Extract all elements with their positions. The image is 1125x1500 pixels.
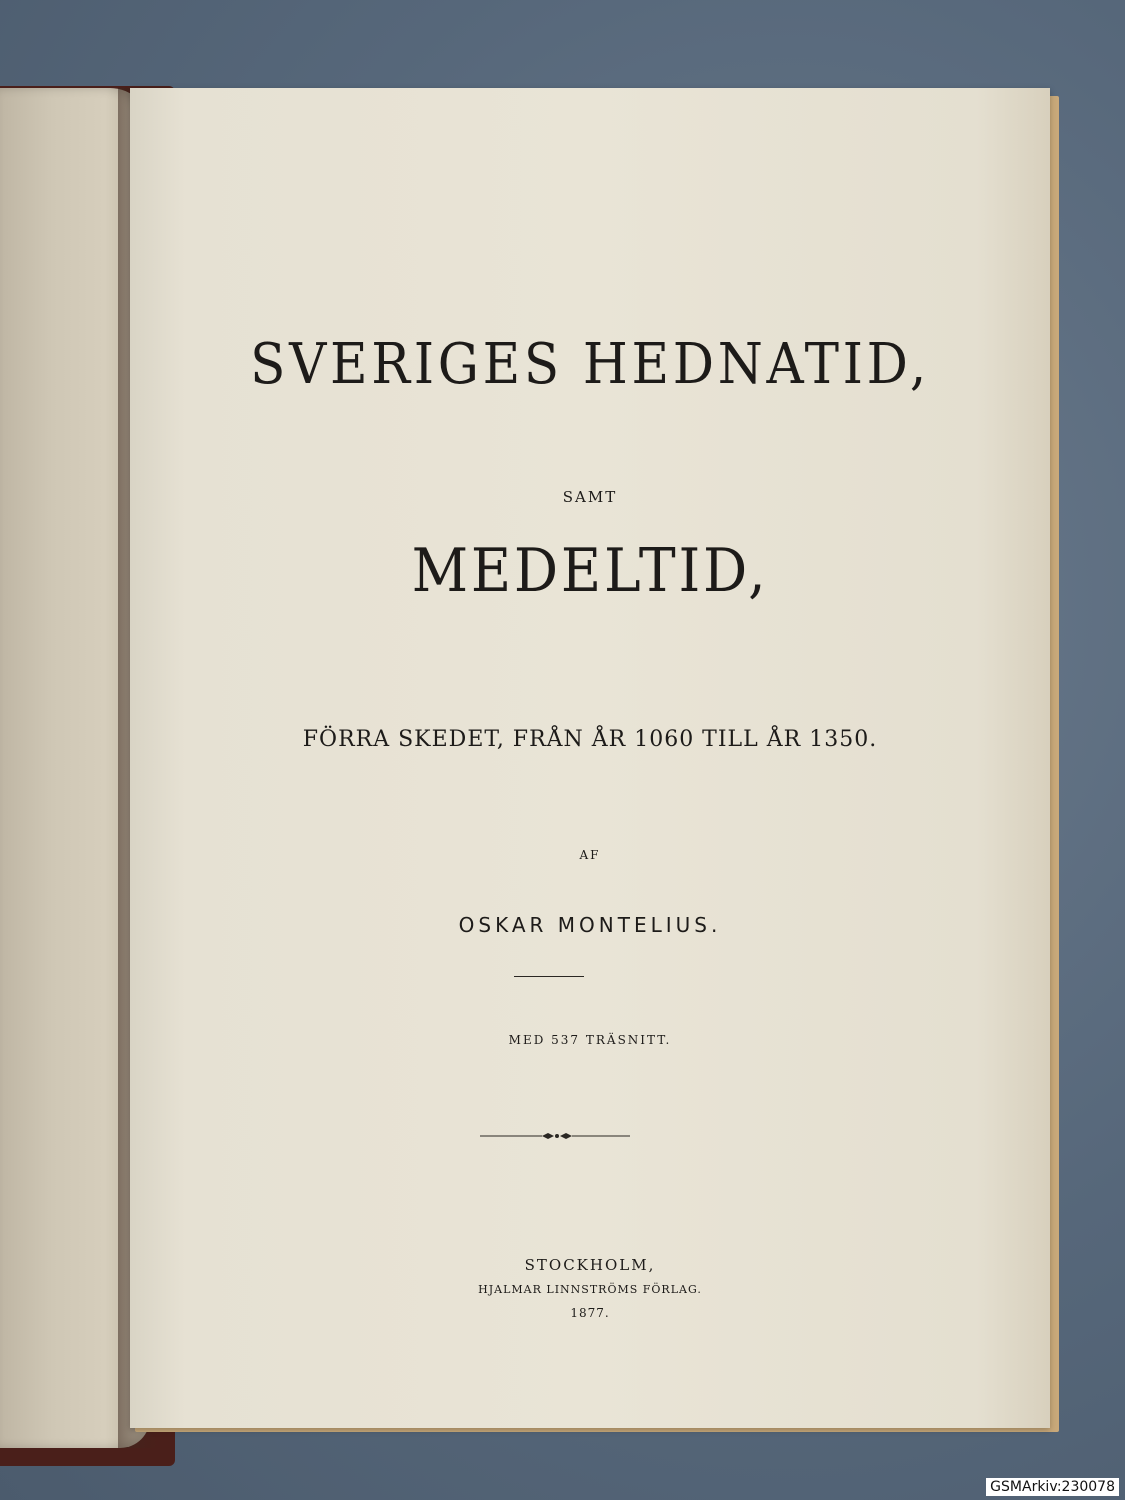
by-text: AF [579,848,601,862]
publication-year: 1877. [570,1306,610,1320]
divider-rule [514,976,584,977]
illustrations-note: MED 537 TRÄSNITT. [508,1033,672,1047]
conjunction-text: SAMT [562,488,618,506]
subtitle: MEDELTID, [411,536,769,606]
ornament-divider [480,1128,630,1144]
publisher-name: HJALMAR LINNSTRÖMS FÖRLAG. [478,1283,702,1296]
main-title: SVERIGES HEDNATID, [250,332,930,397]
publication-place: STOCKHOLM, [524,1256,656,1274]
period-text: FÖRRA SKEDET, FRÅN ÅR 1060 TILL ÅR 1350. [302,727,878,752]
author-name: OSKAR MONTELIUS. [458,913,722,937]
title-page [130,88,1050,1428]
archive-label: GSMArkiv:230078 [986,1478,1119,1496]
